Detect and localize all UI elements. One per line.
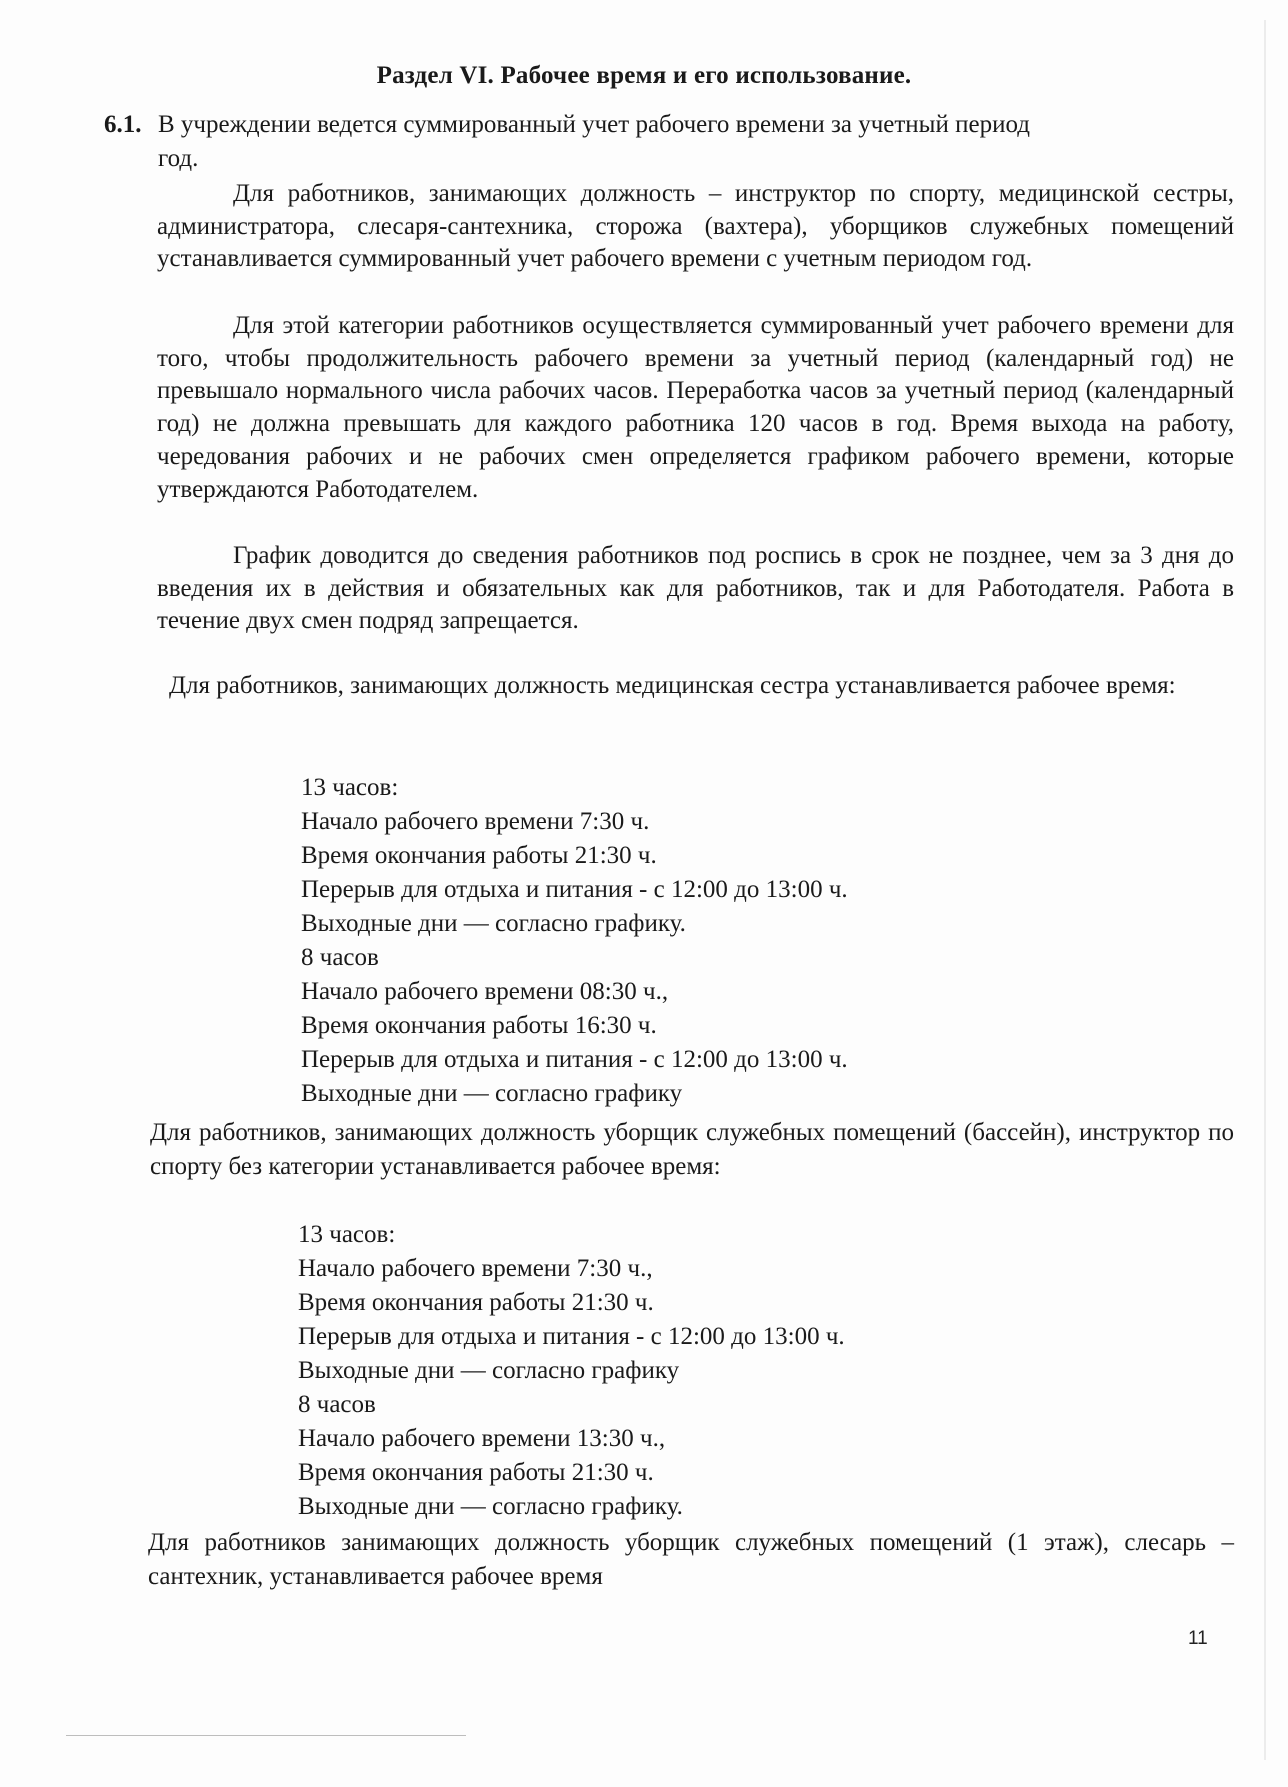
footer-divider: [66, 1735, 466, 1736]
schedule-line: Выходные дни — согласно графику: [298, 1357, 680, 1384]
nurse-intro-block: [155, 670, 1234, 703]
paragraph-summary-accounting: [157, 178, 1234, 276]
paragraph-category-block: [157, 310, 1234, 506]
section-title: Раздел VI. Рабочее время и его использование.: [376, 62, 912, 89]
schedule-line: Перерыв для отдыха и питания - с 12:00 до 13:00 ч.: [301, 1046, 848, 1073]
cleaner-floor-intro-block: [148, 1526, 1234, 1594]
nurse-schedule-list: [301, 771, 848, 1111]
cleaner-floor-intro: Для работников занимающих должность уборщик служебных помещений (1 этаж), слесарь – сантехник, устанавливается рабочее время: [148, 1529, 1234, 1590]
cleaner-pool-intro-block: [150, 1116, 1234, 1184]
schedule-line: Выходные дни — согласно графику.: [301, 910, 686, 937]
schedule-line: Перерыв для отдыха и питания - с 12:00 до 13:00 ч.: [298, 1323, 845, 1350]
schedule-line: 8 часов: [298, 1391, 376, 1418]
clause-number: 6.1.: [104, 111, 142, 138]
paragraph-1: Для работников, занимающих должность – инструктор по спорту, медицинской сестры, администратора, слесаря-сантехника, сторожа (вахтера), уборщиков служебных помещений устанавливается суммированный учет рабочего времени с учетным периодом год.: [157, 180, 1234, 273]
schedule-line: Время окончания работы 16:30 ч.: [301, 1012, 657, 1039]
schedule-line: Время окончания работы 21:30 ч.: [298, 1289, 654, 1316]
paragraph-2: Для этой категории работников осуществляется суммированный учет рабочего времени для того, чтобы продолжительность рабочего времени за учетный период (календарный год) не превышало нормального числа рабочих часов. Переработка часов за учетный период (календарный год) не должна превышать для каждого работника 120 часов в год. Время выхода на работу, чередования рабочих и не рабочих смен определяется графиком рабочего времени, которые утверждаются Работодателем.: [157, 312, 1234, 503]
schedule-line: 13 часов:: [298, 1221, 396, 1248]
paragraph-3: График доводится до сведения работников под роспись в срок не позднее, чем за 3 дня до введения их в действия и обязательных как для работников, так и для Работодателя. Работа в течение двух смен подряд запрещается.: [157, 542, 1234, 635]
scan-edge: [1264, 20, 1266, 1760]
schedule-line: Время окончания работы 21:30 ч.: [301, 842, 657, 869]
schedule-line: Перерыв для отдыха и питания - с 12:00 до 13:00 ч.: [301, 876, 848, 903]
schedule-line: Начало рабочего времени 7:30 ч.: [301, 808, 650, 835]
cleaner-pool-intro: Для работников, занимающих должность уборщик служебных помещений (бассейн), инструктор по спорту без категории устанавливается рабочее время:: [150, 1119, 1234, 1180]
clause-line-1: В учреждении ведется суммированный учет рабочего времени за учетный период: [158, 111, 1030, 138]
schedule-line: Начало рабочего времени 7:30 ч.,: [298, 1255, 653, 1282]
clause-line-2: год.: [158, 145, 199, 172]
schedule-line: Начало рабочего времени 13:30 ч.,: [298, 1425, 666, 1452]
schedule-line: Выходные дни — согласно графику: [301, 1080, 683, 1107]
paragraph-schedule-block: [157, 540, 1234, 638]
clause-6-1: [104, 108, 1234, 176]
page-number: 11: [1188, 1628, 1208, 1649]
schedule-line: 8 часов: [301, 944, 379, 971]
schedule-line: Выходные дни — согласно графику.: [298, 1493, 683, 1520]
schedule-line: Начало рабочего времени 08:30 ч.,: [301, 978, 669, 1005]
schedule-line: 13 часов:: [301, 774, 399, 801]
schedule-line: Время окончания работы 21:30 ч.: [298, 1459, 654, 1486]
nurse-intro: Для работников, занимающих должность медицинская сестра устанавливается рабочее время:: [169, 672, 1176, 699]
cleaner-pool-schedule-list: [298, 1218, 845, 1524]
